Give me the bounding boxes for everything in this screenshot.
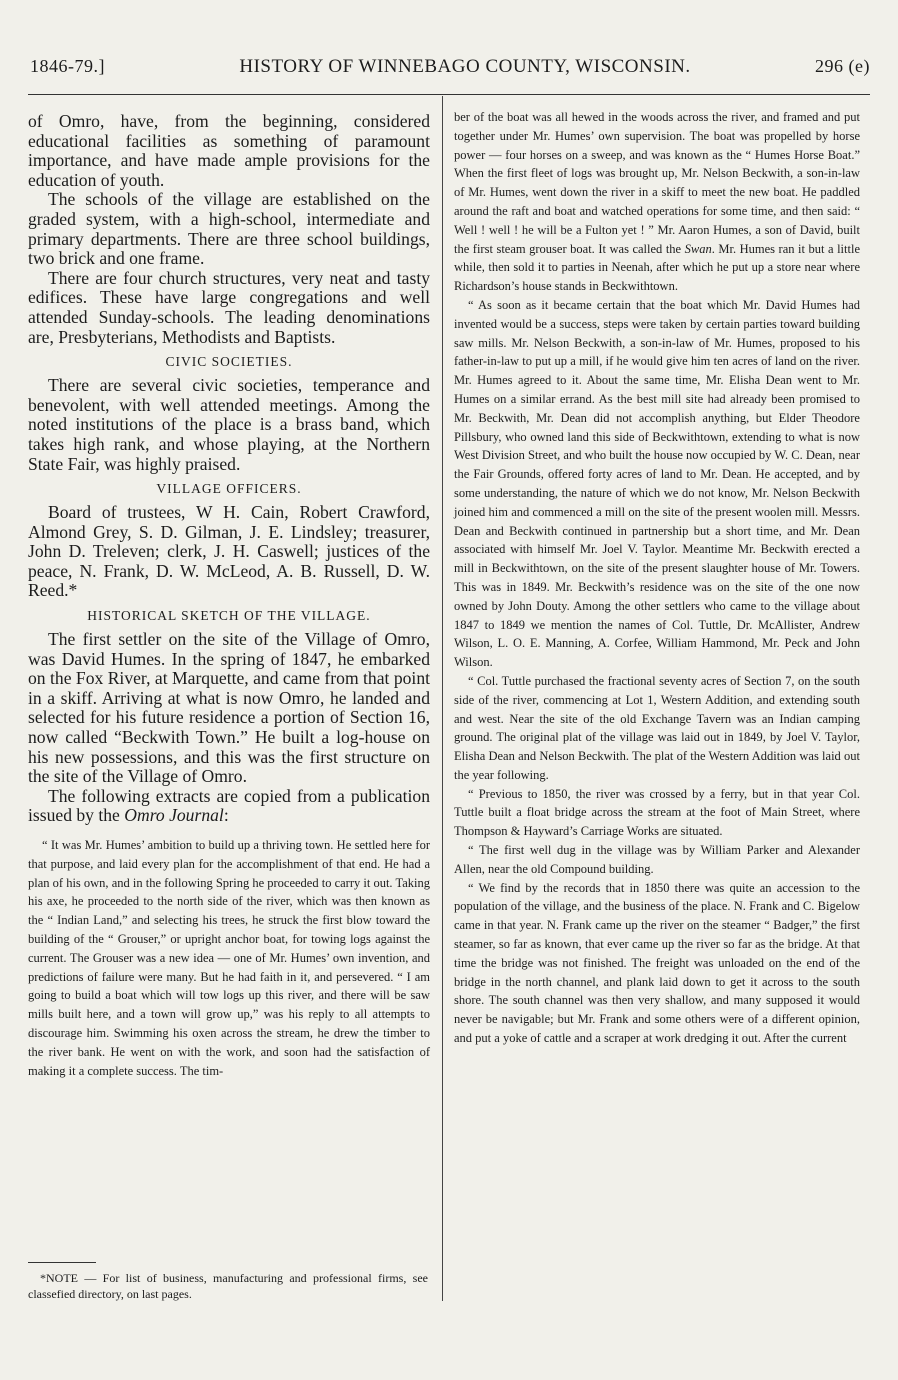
civic-paragraph: There are several civic societies, temperance and benevolent, with well attended meetings. Among the noted institutions of the place is a brass band, which takes high rank, and whose playing, at the Northern State Fair, was highly praised. xyxy=(28,375,430,474)
footnote: *NOTE — For list of business, manufacturing and professional firms, see classefied directory, on last pages. xyxy=(28,1271,428,1301)
footnote-rule xyxy=(28,1262,96,1263)
sketch-paragraph-1: The first settler on the site of the Village of Omro, was David Humes. In the spring of 1847, he embarked on the Fox River, at Marquette, and came from that point in a skiff. Arriving at what is now Omro, he landed and selected for his future residence a portion of Section 16, now called “Beckwith Town.” He built a log-house on his new possessions, and this was the first structure on the site of the Village of Omro. xyxy=(28,629,430,787)
churches-paragraph: There are four church structures, very neat and tasty edifices. These have large congregations and well attended Sunday-schools. The leading denominations are, Presbyterians, Methodists and Baptists. xyxy=(28,267,430,347)
column-divider xyxy=(442,96,443,1301)
sketch-paragraph-2-text: The following extracts are copied from a publication issued by the xyxy=(28,785,430,826)
ferry-paragraph: “ Previous to 1850, the river was crossed by a ferry, but in that year Col. Tuttle built a float bridge across the stream at the foot of Main Street, where Thompson & Hayward’s Carriage Works are situated. xyxy=(454,786,860,839)
boat-paragraph-end: . Mr. Humes ran it but a little while, then sold it to parties in Neenah, after which he put up a store near where Richardson’s house stands in Beckwithtown. xyxy=(454,241,860,294)
schools-paragraph: The schools of the village are established on the graded system, with a high-school, intermediate and primary departments. There are three school buildings, two brick and one frame. xyxy=(28,189,430,269)
header-page-number: 296 (e) xyxy=(815,56,870,76)
left-column xyxy=(28,112,430,1080)
historical-sketch-heading: HISTORICAL SKETCH OF THE VILLAGE. xyxy=(87,608,371,624)
quote-paragraph: “ It was Mr. Humes’ ambition to build up a thriving town. He settled here for that purpose, and laid every plan for the accomplishment of that end. He had a plan of his own, and in the following Spring he proceeded to carry it out. Taking his axe, he proceeded to the north side of the river, which was then known as the “ Indian Land,” and selecting his trees, he struck the first blow toward the building of the “ Grouser,” or upright anchor boat, for towing logs against the current. The Grouser was a new idea — one of Mr. Humes’ own invention, and predictions of failure were many. But he had faith in it, and persevered. “ I am going to build a boat which will tow logs up this river, and there will be saw mills built here, and a town will grow up,” was his reply to all attempts to discourage him. Swimming his oxen across the stream, he drew the timber to the river bank. He went on with the work, and soon had the satisfaction of making it a complete success. The tim- xyxy=(28,838,430,1078)
officers-paragraph: Board of trustees, W H. Cain, Robert Crawford, Almond Grey, S. D. Gilman, J. E. Lindsley; treasurer, John D. Treleven; clerk, J. H. Caswell; justices of the peace, N. Frank, D. W. McLeod, A. B. Russell, D. W. Reed.* xyxy=(28,502,430,601)
mills-paragraph: “ As soon as it became certain that the boat which Mr. David Humes had invented would be a success, steps were taken by certain parties toward building saw mills. Mr. Nelson Beckwith, a son-in-law of Mr. Humes, proposed to his father-in-law to put up a mill, if he would give him ten acres of land on the river. Mr. Humes agreed to it. About the same time, Mr. Elisha Dean went to Mr. Humes on a similar errand. As the best mill site had already been promised to Mr. Beckwith, Mr. Dean did not accomplish anything, but Elder Theodore Pillsbury, who owned land this side of Beckwithtown, extending to what is now West Division Street, and who built the house now occupied by W. C. Dean, near the Fair Grounds, offered forty acres of land to Mr. Dean. He accepted, and by some understanding, the nature of which we do not know, Mr. Nelson Beckwith joined him and commenced a mill on the site of the present woolen mill. Messrs. Dean and Beckwith continued in partnership but a short time, and Mr. Dean associated with himself Mr. Joel V. Taylor. Meantime Mr. Beckwith erected a mill in Beckwithtown, on the site of the present slaughter house of Mr. Towers. This was in 1849. Mr. Beckwith’s residence was on the site of the one now owned by John Douty. Among the other settlers who came to the village about 1847 to 1849 we mention the names of Col. Tuttle, Dr. McAllister, Andrew Wilson, L. O. E. Manning, A. Corfee, William Hammond, Mr. Peck and John Wilson. xyxy=(454,297,860,670)
journal-title: Omro Journal xyxy=(124,805,224,826)
civic-societies-heading: CIVIC SOCIETIES. xyxy=(165,354,293,370)
sketch-paragraph-2-end: : xyxy=(223,805,229,826)
tuttle-paragraph: “ Col. Tuttle purchased the fractional seventy acres of Section 7, on the south side of the river, commencing at Lot 1, Western Addition, and extending south and west. Near the site of the old Exchange Tavern was an Indian camping ground. The original plat of the village was laid out in 1849, by Joel V. Taylor, Elisha Dean and Nelson Beckwith. The plat of the Western Addition was laid out the year following. xyxy=(454,673,860,782)
boat-paragraph xyxy=(454,108,860,296)
running-header xyxy=(30,52,870,92)
well-paragraph: “ The first well dug in the village was by William Parker and Alexander Allen, near the old Compound building. xyxy=(454,843,860,876)
header-year-range: 1846-79.] xyxy=(30,56,105,76)
intro-paragraph: of Omro, have, from the beginning, considered educational facilities as something of paramount importance, and have made ample provisions for the education of youth. xyxy=(28,111,430,190)
header-title: HISTORY OF WINNEBAGO COUNTY, WISCONSIN. xyxy=(239,56,691,77)
boat-paragraph-text: ber of the boat was all hewed in the woods across the river, and framed and put together under Mr. Humes’ own supervision. The boat was propelled by horse power — four horses on a sweep, and was known as the “ Humes Horse Boat.” When the first fleet of logs was brought up, Mr. Nelson Beckwith, a son-in-law of Mr. Humes, went down the river in a skiff to meet the new boat. He paddled around the raft and boat and watched operations for some time, and then said: “ Well ! well ! he will be a Fulton yet ! ” Mr. Aaron Humes, a son of David, built the first steam grouser boat. It was called the xyxy=(454,110,860,256)
swan-name: Swan xyxy=(684,241,712,256)
header-rule xyxy=(28,94,870,95)
records-paragraph: “ We find by the records that in 1850 there was quite an accession to the population of the village, and the business of the place. N. Frank and C. Bigelow came in that year. N. Frank came up the river on the steamer “ Badger,” the first steamer, so far as known, that ever came up the river so far as the bridge. At that time the bridge was not finished. The freight was unloaded on the end of the bridge in the north channel, and plank laid down to get it across to the south shore. The south channel was then very shallow, and many supposed it would never be navigable; but Mr. Frank and some others were of a different opinion, and put a yoke of cattle and a scraper at work dredging it out. After the current xyxy=(454,880,860,1046)
right-column xyxy=(454,108,860,1048)
village-officers-heading: VILLAGE OFFICERS. xyxy=(156,481,302,497)
sketch-paragraph-2 xyxy=(28,787,430,826)
